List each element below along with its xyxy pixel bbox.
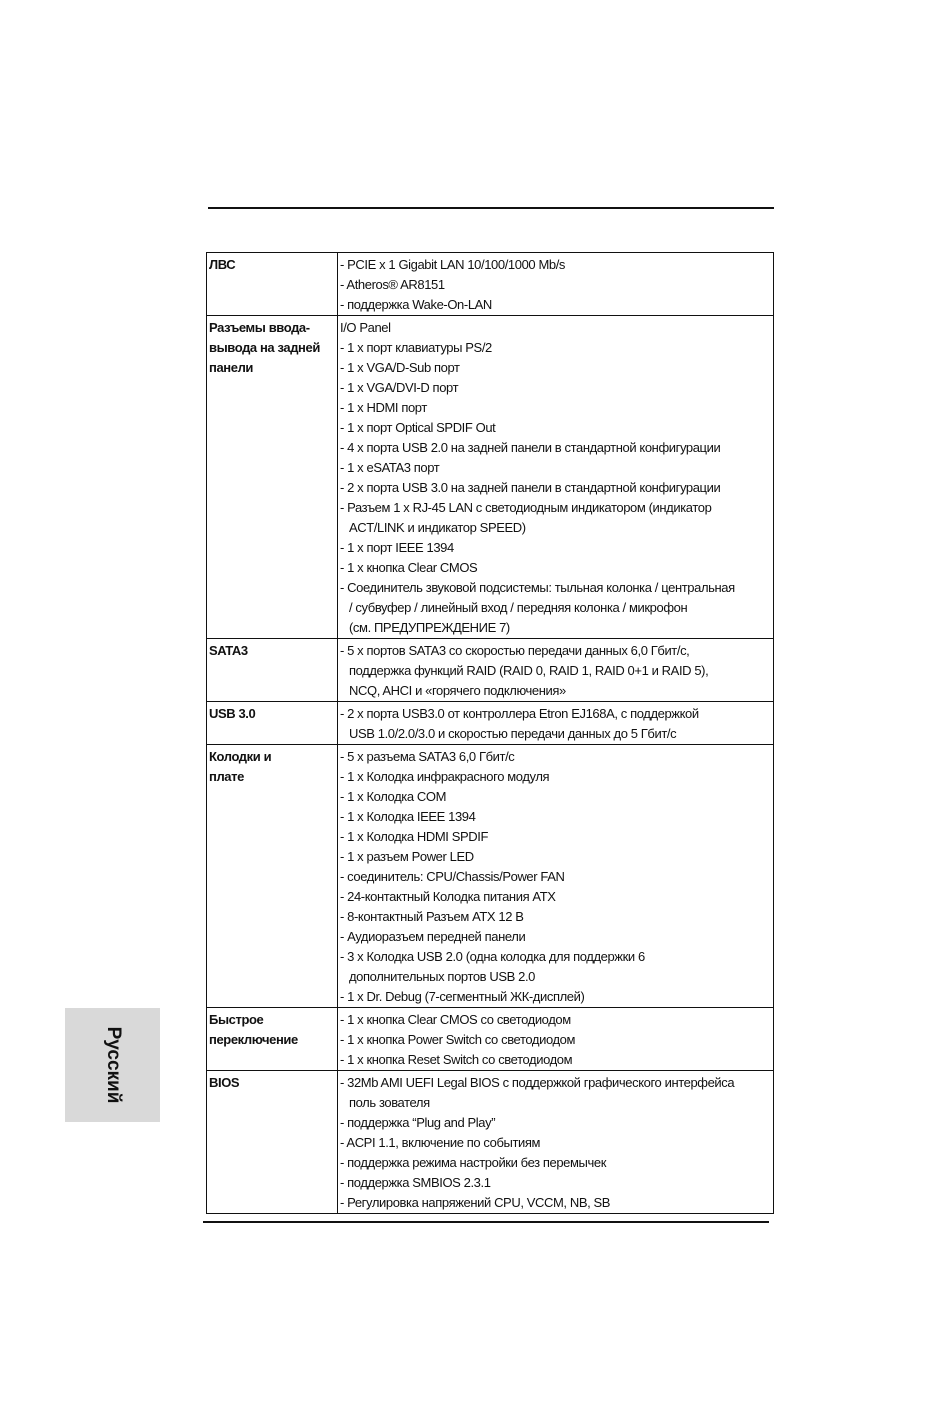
spec-value-cell bbox=[338, 1071, 774, 1214]
spec-value-cell bbox=[338, 1008, 774, 1071]
spec-item: - 2 x порта USB3.0 от контроллера Etron EJ168A, с поддержкой bbox=[340, 706, 699, 721]
spec-item: - 24-контактный Колодка питания ATX bbox=[340, 889, 556, 904]
spec-item: - 2 x порта USB 3.0 на задней панели в стандартной конфигурации bbox=[340, 480, 721, 495]
spec-label-line: USB 3.0 bbox=[209, 706, 256, 721]
spec-item: USB 1.0/2.0/3.0 и скоростью передачи данных до 5 Гбит/с bbox=[349, 726, 677, 741]
spec-item: - Atheros® AR8151 bbox=[340, 277, 445, 292]
spec-value-cell bbox=[338, 253, 774, 316]
spec-item: - 1 x кнопка Reset Switch со светодиодом bbox=[340, 1052, 573, 1067]
spec-value-cell bbox=[338, 745, 774, 1008]
spec-item: - 1 x eSATA3 порт bbox=[340, 460, 440, 475]
spec-item: - 1 x HDMI порт bbox=[340, 400, 427, 415]
spec-item: - 32Mb AMI UEFI Legal BIOS с поддержкой графического интерфейса bbox=[340, 1075, 735, 1090]
spec-item: - 5 x портов SATA3 со скоростью передачи данных 6,0 Гбит/с, bbox=[340, 643, 690, 658]
spec-item: - 3 x Колодка USB 2.0 (одна колодка для поддержки 6 bbox=[340, 949, 645, 964]
spec-item: - 1 x Колодка COM bbox=[340, 789, 447, 804]
spec-item: (см. ПРЕДУПРЕЖДЕНИЕ 7) bbox=[349, 620, 510, 635]
header-rule bbox=[208, 207, 774, 209]
spec-label-line: плате bbox=[209, 769, 244, 784]
spec-item: поддержка функций RAID (RAID 0, RAID 1, RAID 0+1 и RAID 5), bbox=[349, 663, 709, 678]
spec-label-cell bbox=[207, 1071, 338, 1214]
spec-row bbox=[207, 1071, 774, 1214]
spec-item: - 5 x разъема SATA3 6,0 Гбит/с bbox=[340, 749, 515, 764]
spec-item: - Соединитель звуковой подсистемы: тыльная колонка / центральная bbox=[340, 580, 735, 595]
spec-item: - 1 x VGA/D-Sub порт bbox=[340, 360, 460, 375]
spec-label-line: Колодки и bbox=[209, 749, 272, 764]
spec-item: - 1 x Колодка IEEE 1394 bbox=[340, 809, 476, 824]
spec-label-cell bbox=[207, 316, 338, 639]
spec-item: - 1 x порт Optical SPDIF Out bbox=[340, 420, 496, 435]
spec-label-line: панели bbox=[209, 360, 254, 375]
spec-item: - поддержка Wake-On-LAN bbox=[340, 297, 492, 312]
spec-item: ACT/LINK и индикатор SPEED) bbox=[349, 520, 526, 535]
spec-label-line: вывода на задней bbox=[209, 340, 320, 355]
spec-label-cell bbox=[207, 253, 338, 316]
spec-label-line: BIOS bbox=[209, 1075, 240, 1090]
spec-item: / субвуфер / линейный вход / передняя колонка / микрофон bbox=[349, 600, 688, 615]
spec-item: - поддержка режима настройки без перемычек bbox=[340, 1155, 606, 1170]
spec-item: - 1 x кнопка Clear CMOS bbox=[340, 560, 478, 575]
spec-item: - 1 x кнопка Power Switch со светодиодом bbox=[340, 1032, 576, 1047]
spec-item: - ACPI 1.1, включение по событиям bbox=[340, 1135, 541, 1150]
spec-item: - 1 x разъем Power LED bbox=[340, 849, 474, 864]
spec-label-line: ЛВС bbox=[209, 257, 236, 272]
spec-item: - соединитель: CPU/Chassis/Power FAN bbox=[340, 869, 565, 884]
spec-table-body bbox=[207, 253, 774, 1214]
spec-item: - поддержка SMBIOS 2.3.1 bbox=[340, 1175, 491, 1190]
spec-item: - Регулировка напряжений CPU, VCCM, NB, SB bbox=[340, 1195, 611, 1210]
spec-table bbox=[206, 252, 774, 1214]
spec-item: поль зователя bbox=[349, 1095, 430, 1110]
spec-row bbox=[207, 1008, 774, 1071]
spec-item: - 1 x порт IEEE 1394 bbox=[340, 540, 454, 555]
spec-item: - 8-контактный Разъем ATX 12 В bbox=[340, 909, 524, 924]
spec-row bbox=[207, 639, 774, 702]
spec-row bbox=[207, 253, 774, 316]
spec-item: - 4 x порта USB 2.0 на задней панели в стандартной конфигурации bbox=[340, 440, 721, 455]
spec-item: - поддержка “Plug and Play” bbox=[340, 1115, 496, 1130]
spec-item: NCQ, AHCI и «горячего подключения» bbox=[349, 683, 566, 698]
spec-item: - 1 x порт клавиатуры PS/2 bbox=[340, 340, 492, 355]
spec-label-cell bbox=[207, 639, 338, 702]
spec-item: - 1 x VGA/DVI-D порт bbox=[340, 380, 459, 395]
spec-value-cell bbox=[338, 316, 774, 639]
spec-item: - 1 x Колодка HDMI SPDIF bbox=[340, 829, 488, 844]
language-tab bbox=[65, 1008, 160, 1122]
spec-item: - 1 x кнопка Clear CMOS со светодиодом bbox=[340, 1012, 571, 1027]
language-tab-label: Русский bbox=[102, 1026, 124, 1104]
spec-item: - Аудиоразъем передней панели bbox=[340, 929, 526, 944]
spec-row bbox=[207, 702, 774, 745]
spec-item: - PCIE x 1 Gigabit LAN 10/100/1000 Mb/s bbox=[340, 257, 566, 272]
spec-row bbox=[207, 745, 774, 1008]
spec-label-cell bbox=[207, 702, 338, 745]
spec-item: дополнительных портов USB 2.0 bbox=[349, 969, 536, 984]
spec-item: - 1 x Колодка инфракрасного модуля bbox=[340, 769, 550, 784]
spec-label-line: Разъемы ввода- bbox=[209, 320, 310, 335]
spec-label-cell bbox=[207, 1008, 338, 1071]
spec-item: - Разъем 1 x RJ-45 LAN с светодиодным индикатором (индикатор bbox=[340, 500, 712, 515]
spec-value-cell bbox=[338, 639, 774, 702]
spec-label-line: Быстрое bbox=[209, 1012, 264, 1027]
spec-value-cell bbox=[338, 702, 774, 745]
footer-rule bbox=[203, 1221, 769, 1223]
spec-label-cell bbox=[207, 745, 338, 1008]
spec-row bbox=[207, 316, 774, 639]
spec-label-line: SATA3 bbox=[209, 643, 248, 658]
spec-item: - 1 x Dr. Debug (7-сегментный ЖК-дисплей) bbox=[340, 989, 585, 1004]
spec-label-line: переключение bbox=[209, 1032, 298, 1047]
spec-item: I/O Panel bbox=[340, 320, 391, 335]
